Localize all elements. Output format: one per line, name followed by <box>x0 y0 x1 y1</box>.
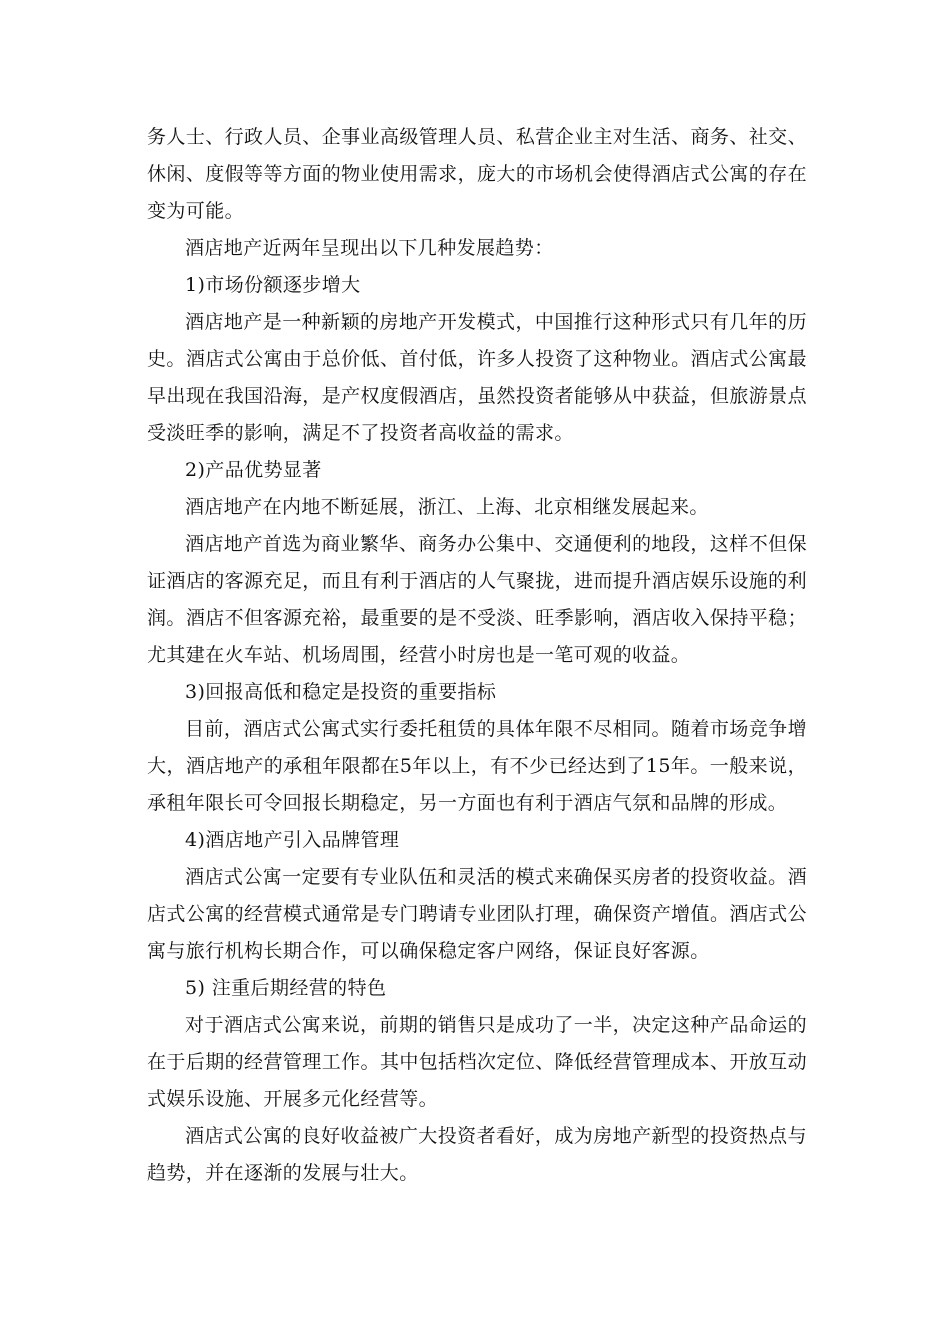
paragraph-professional-team: 酒店式公寓一定要有专业队伍和灵活的模式来确保买房者的投资收益。酒店式公寓的经营模式通常是专门聘请专业团队打理，确保资产增值。酒店式公寓与旅行机构长期合作，可以确保稳定客户网络，保证良好客源。 <box>147 866 807 962</box>
heading-product-advantage: 2)产品优势显著 <box>185 459 322 481</box>
paragraph-continuation: 务人士、行政人员、企事业高级管理人员、私营企业主对生活、商务、社交、休闲、度假等等方面的物业使用需求，庞大的市场机会使得酒店式公寓的存在变为可能。 <box>147 126 807 222</box>
paragraph-operation-management: 对于酒店式公寓来说，前期的销售只是成功了一半，决定这种产品命运的在于后期的经营管理工作。其中包括档次定位、降低经营管理成本、开放互动式娱乐设施、开展多元化经营等。 <box>147 1014 807 1110</box>
paragraph-market-share: 酒店地产是一种新颖的房地产开发模式，中国推行这种形式只有几年的历史。酒店式公寓由于总价低、首付低，许多人投资了这种物业。酒店式公寓最早出现在我国沿海，是产权度假酒店，虽然投资者能够从中获益，但旅游景点受淡旺季的影响，满足不了投资者高收益的需求。 <box>147 311 807 444</box>
paragraph-location-choice: 酒店地产首选为商业繁华、商务办公集中、交通便利的地段，这样不但保证酒店的客源充足，而且有利于酒店的人气聚拢，进而提升酒店娱乐设施的利润。酒店不但客源充裕，最重要的是不受淡、旺季影响，酒店收入保持平稳；尤其建在火车站、机场周围，经营小时房也是一笔可观的收益。 <box>147 533 807 666</box>
heading-market-share: 1)市场份额逐步增大 <box>185 274 361 296</box>
paragraph-inland-expansion: 酒店地产在内地不断延展，浙江、上海、北京相继发展起来。 <box>185 496 709 518</box>
paragraph-trends-intro: 酒店地产近两年呈现出以下几种发展趋势： <box>185 237 554 259</box>
heading-brand-management: 4)酒店地产引入品牌管理 <box>185 829 400 851</box>
paragraph-conclusion: 酒店式公寓的良好收益被广大投资者看好，成为房地产新型的投资热点与趋势，并在逐渐的发展与壮大。 <box>147 1125 807 1184</box>
heading-later-operation: 5) 注重后期经营的特色 <box>185 977 387 999</box>
heading-return-stability: 3)回报高低和稳定是投资的重要指标 <box>185 681 497 703</box>
document-body <box>147 119 807 1192</box>
paragraph-lease-term: 目前，酒店式公寓式实行委托租赁的具体年限不尽相同。随着市场竞争增大，酒店地产的承租年限都在5年以上，有不少已经达到了15年。一般来说，承租年限长可令回报长期稳定，另一方面也有利于酒店气氛和品牌的形成。 <box>147 718 807 814</box>
